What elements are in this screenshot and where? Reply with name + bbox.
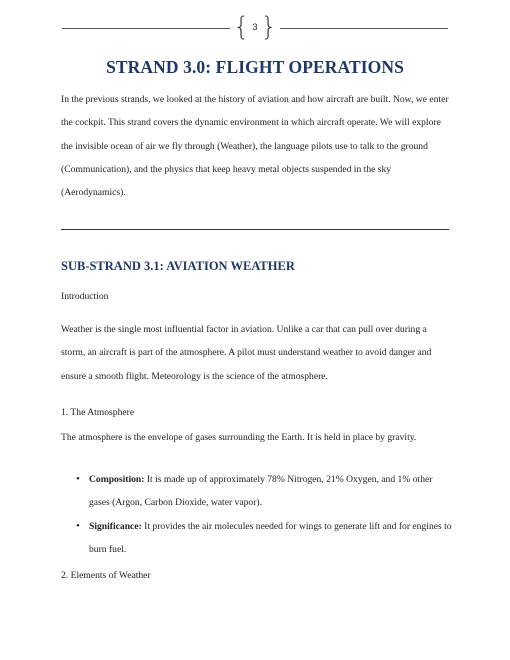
strand-title: STRAND 3.0: FLIGHT OPERATIONS — [106, 57, 404, 77]
header-rule-right — [280, 28, 448, 29]
bullet-term: Significance: — [89, 520, 142, 532]
list-item — [61, 515, 453, 562]
atmosphere-bullet-list — [61, 468, 453, 561]
bullet-term: Composition: — [89, 474, 145, 485]
section-divider — [61, 229, 449, 230]
elements-heading: 2. Elements of Weather — [61, 570, 151, 581]
page-number: 3 — [252, 22, 258, 32]
intro-paragraph: In the previous strands, we looked at the history of aviation and how aircraft are built. Now, we enter the cockpit. This strand covers the dynamic environment in which aircraft operate. We will explore the invisible ocean of air we fly through (Weather), the language pilots use to talk to the ground (Communication), and the physics that keep heavy metal objects suspended in the sky (Aerodynamics). — [61, 94, 449, 199]
left-brace-icon: { — [233, 12, 250, 42]
substrand-title: SUB-STRAND 3.1: AVIATION WEATHER — [61, 259, 295, 273]
bullet-icon: • — [76, 473, 80, 485]
weather-intro-paragraph: Weather is the single most influential factor in aviation. Unlike a car that can pull over during a storm, an aircraft is part of the atmosphere. A pilot must understand weather to avoid danger and ensure a smooth flight. Meteorology is the science of the atmosphere. — [61, 324, 432, 382]
header-rule-left — [62, 28, 230, 29]
introduction-label: Introduction — [61, 291, 109, 302]
atmosphere-paragraph: The atmosphere is the envelope of gases surrounding the Earth. It is held in place by gravity. — [61, 432, 417, 443]
atmosphere-heading: 1. The Atmosphere — [61, 407, 135, 418]
bullet-text: It is made up of approximately 78% Nitrogen, 21% Oxygen, and 1% other gases (Argon, Carbon Dioxide, water vapor). — [89, 474, 433, 509]
bullet-text: It provides the air molecules needed for wings to generate lift and for engines to burn fuel. — [89, 520, 452, 555]
right-brace-icon: } — [260, 12, 277, 42]
bullet-icon: • — [76, 519, 80, 532]
list-item — [61, 468, 453, 515]
page-number-badge — [231, 14, 279, 42]
